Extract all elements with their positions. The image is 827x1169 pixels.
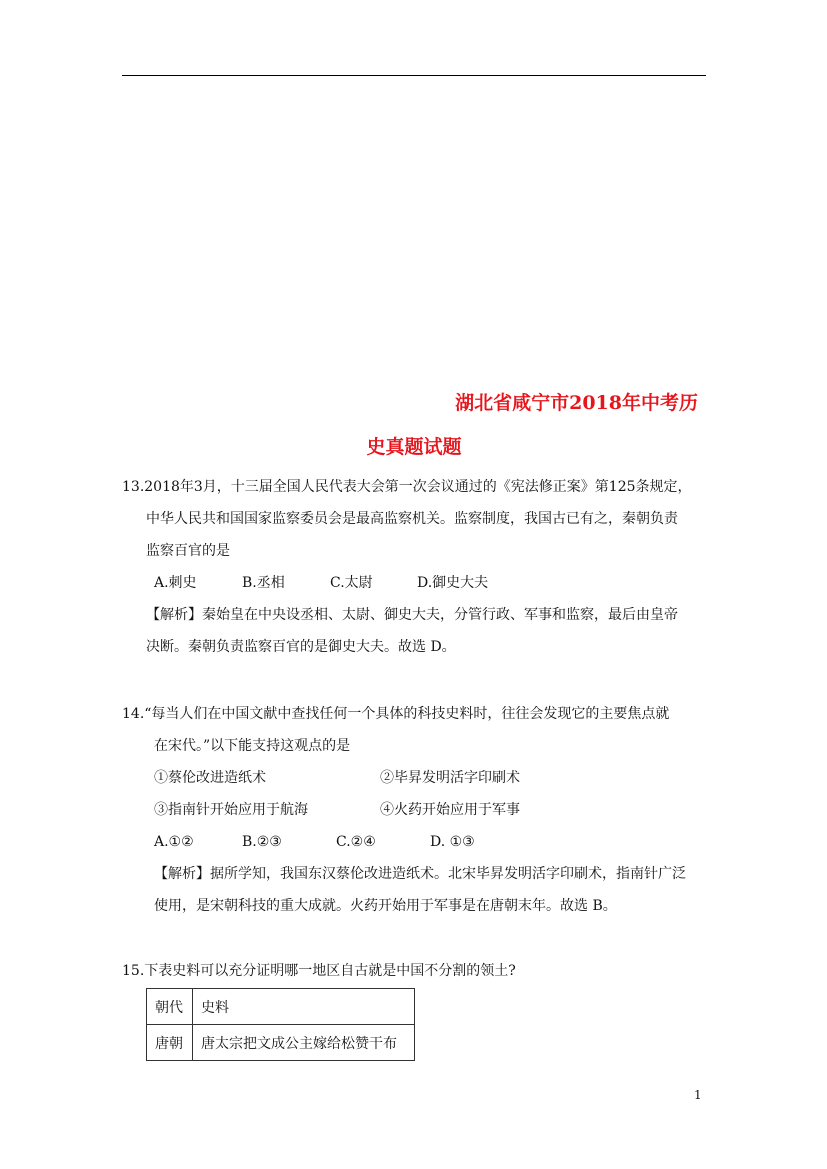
- q13-option-b: B.丞相: [242, 575, 285, 591]
- table-cell: 唐朝: [147, 1025, 193, 1061]
- q15-stem-line1: 15.下表史料可以充分证明哪一地区自古就是中国不分割的领土?: [122, 963, 516, 979]
- q13-option-c: C.太尉: [330, 575, 373, 591]
- q13-analysis-line2: 决断。秦朝负责监察百官的是御史大夫。故选 D。: [146, 639, 456, 655]
- q13-analysis-line1: 【解析】秦始皇在中央设丞相、太尉、御史大夫，分管行政、军事和监察，最后由皇帝: [146, 607, 678, 623]
- q14-stem-line1: 14.“每当人们在中国文献中查找任何一个具体的科技史料时，往往会发现它的主要焦点就: [122, 706, 670, 722]
- table-header-cell: 史料: [193, 989, 415, 1025]
- q13-stem-line3: 监察百官的是: [146, 543, 230, 559]
- q14-analysis-line1: 【解析】据所学知，我国东汉蔡伦改进造纸术。北宋毕昇发明活字印刷术，指南针广泛: [154, 866, 686, 882]
- q13-stem-line1: 13.2018年3月，十三届全国人民代表大会第一次会议通过的《宪法修正案》第125条规定，: [122, 479, 692, 495]
- header-rule: [122, 75, 706, 76]
- q14-option-c: C.②④: [336, 834, 376, 850]
- table-row: [147, 1025, 415, 1061]
- page-number: 1: [694, 1088, 702, 1102]
- q14-option-d: D. ①③: [430, 834, 475, 850]
- q13-option-a: A.刺史: [154, 575, 197, 591]
- table-cell: 唐太宗把文成公主嫁给松赞干布: [193, 1025, 415, 1061]
- q14-item-4: ④火药开始应用于军事: [380, 802, 520, 818]
- exam-title-line2: 史真题试题: [366, 436, 462, 458]
- q13-option-d: D.御史大夫: [417, 575, 489, 591]
- exam-title-line1: 湖北省咸宁市2018年中考历: [455, 392, 698, 414]
- q14-option-b: B.②③: [242, 834, 282, 850]
- q14-option-a: A.①②: [154, 834, 194, 850]
- table-header-cell: 朝代: [147, 989, 193, 1025]
- q14-item-2: ②毕昇发明活字印刷术: [380, 770, 520, 786]
- table-header-row: [147, 989, 415, 1025]
- q14-analysis-line2: 使用，是宋朝科技的重大成就。火药开始用于军事是在唐朝末年。故选 B。: [154, 898, 617, 914]
- q13-stem-line2: 中华人民共和国国家监察委员会是最高监察机关。监察制度，我国古已有之，秦朝负责: [146, 511, 678, 527]
- q14-item-1: ①蔡伦改进造纸术: [154, 770, 266, 786]
- history-source-table: [146, 988, 415, 1061]
- q14-stem-line2: 在宋代。”以下能支持这观点的是: [154, 738, 351, 754]
- q14-item-3: ③指南针开始应用于航海: [154, 802, 308, 818]
